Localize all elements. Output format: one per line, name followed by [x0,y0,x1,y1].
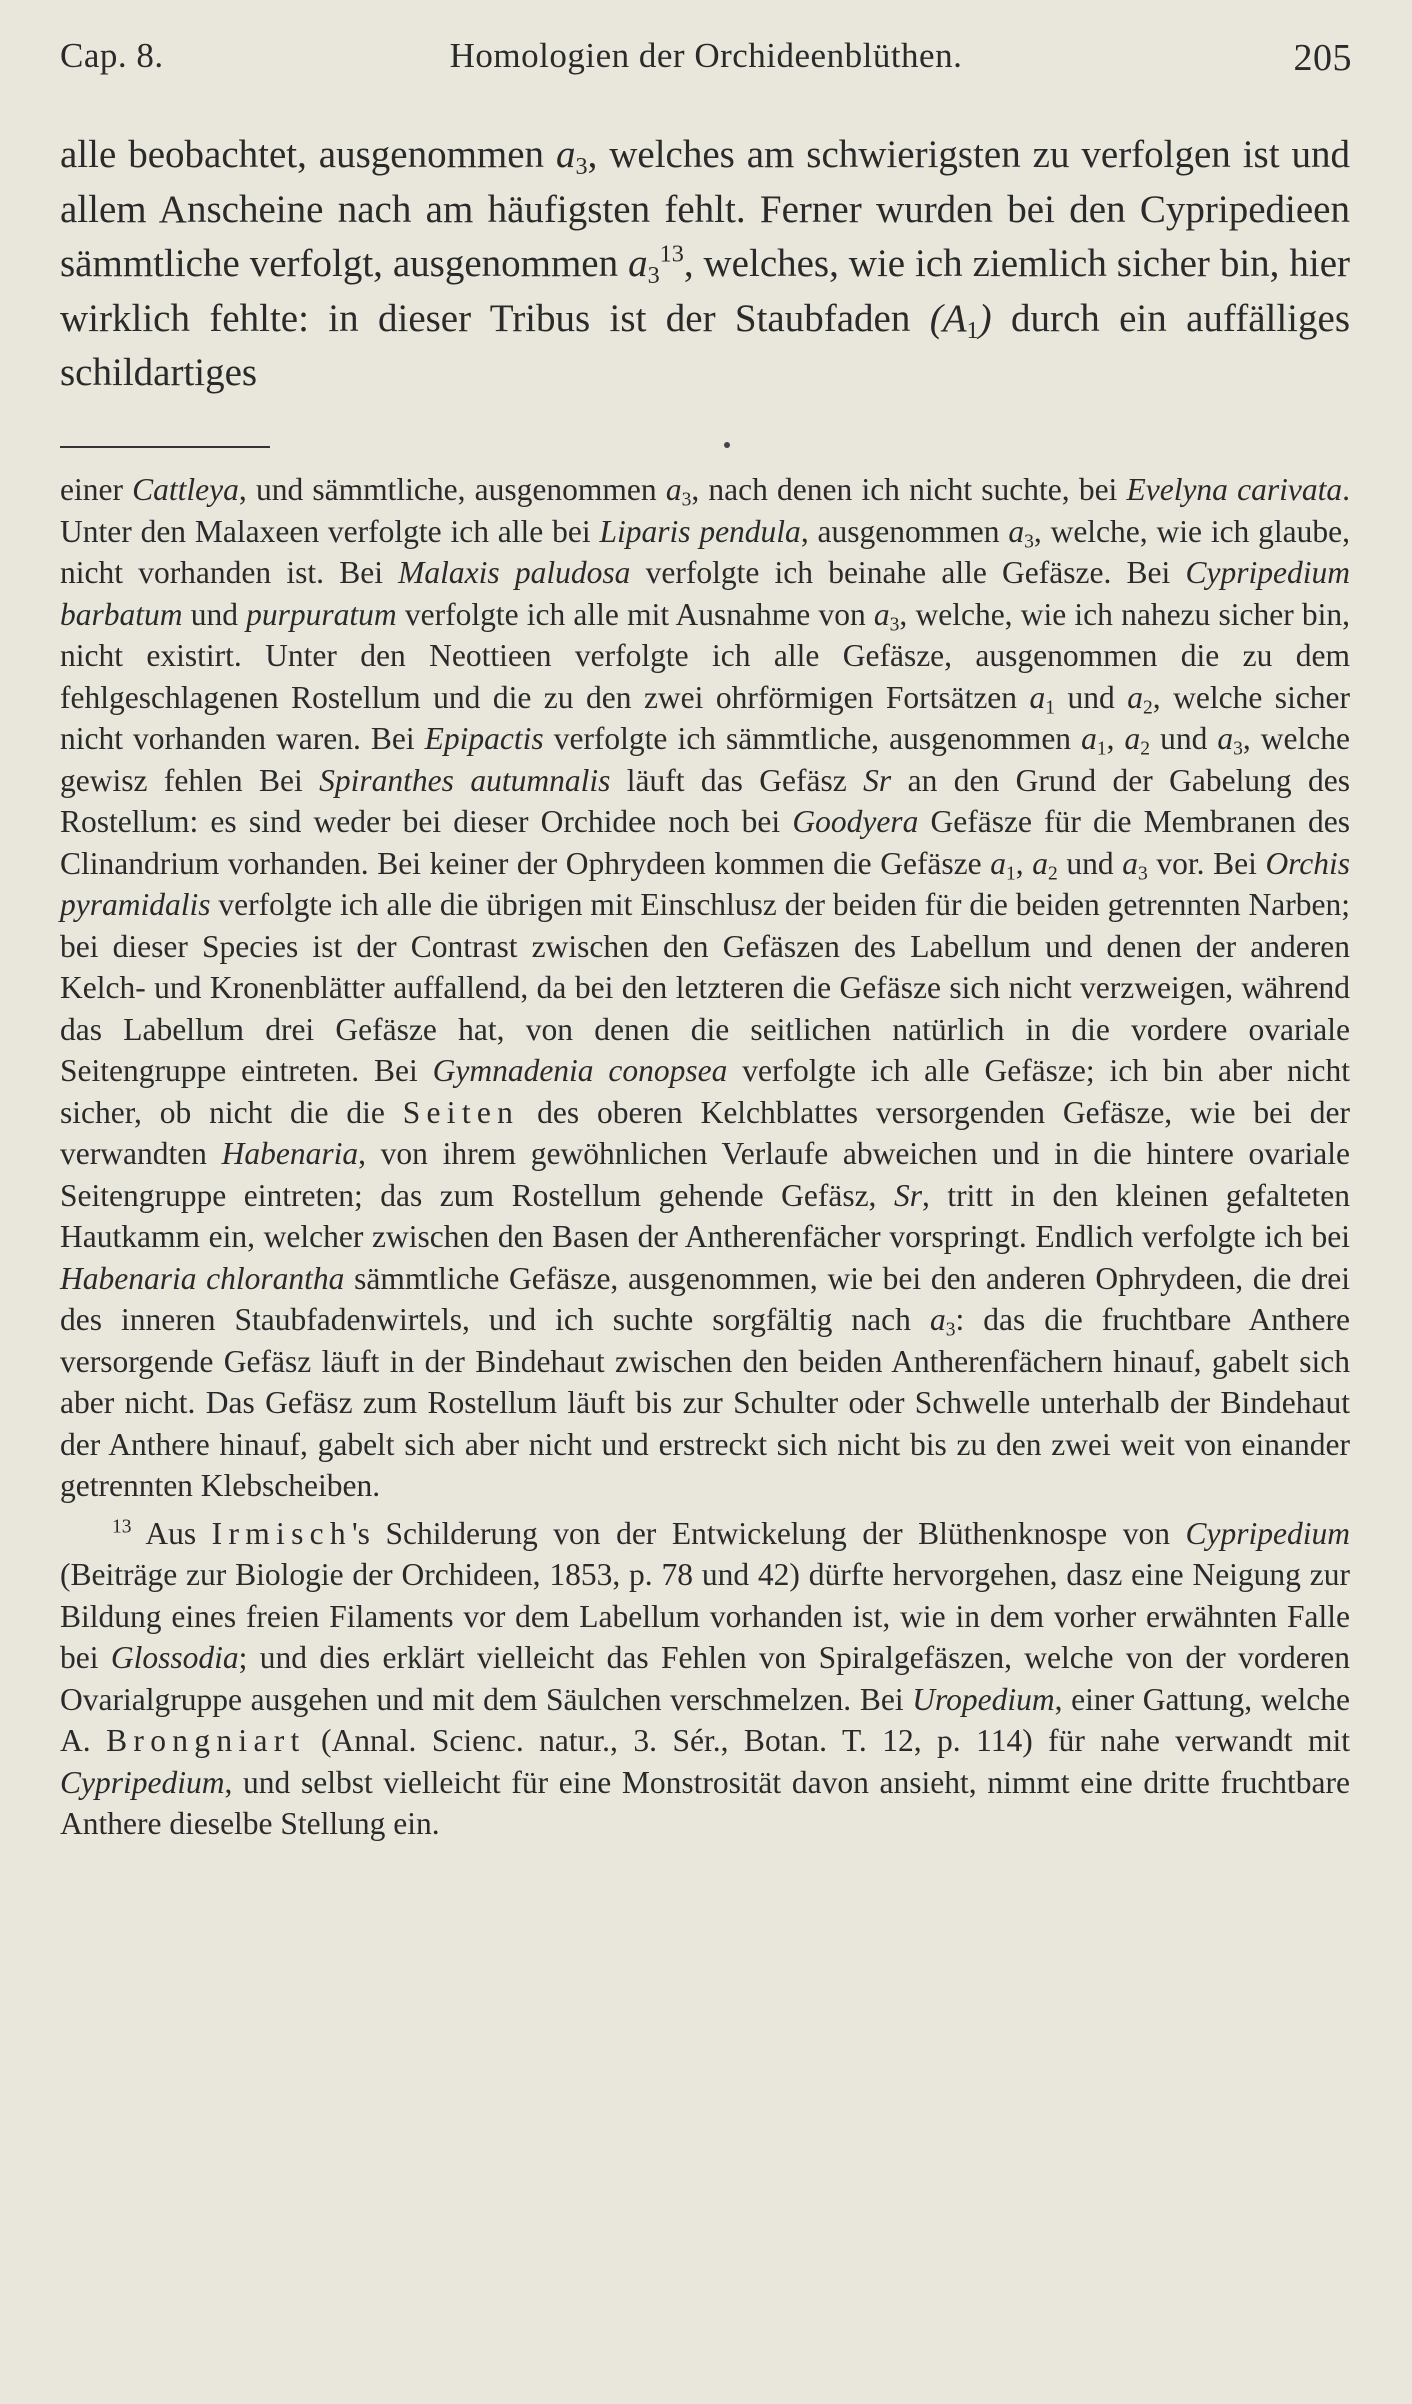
main-text [60,128,1350,401]
footnote-area [60,469,1350,1845]
footnote-separator [60,442,1350,452]
footnote-ref-13: 13 [659,240,684,268]
footnote-13: $^{13}$ Aus Irmisch's Schilderung von der Entwickelung der Blüthenknospe von Cypripedium (Beiträge zur Biologie der Orchideen, 1853, p. 78 und 42) dürfte hervorgehen, dasz eine Neigung zur Bildung eines freien Filaments vor dem Labellum vorhanden ist, wie in dem vorher erwähnten Falle bei Glossodia; und dies erklärt vielleicht das Fehlen von Spiralgefäszen, welche von der vorderen Ovarialgruppe ausgehen und mit dem Säulchen verschmelzen. Bei Uropedium, einer Gattung, welche A. Brongniart (Annal. Scienc. natur., 3. Sér., Botan. T. 12, p. 114) für nahe verwandt mit Cypripedium, und selbst vielleicht für eine Monstrosität davon ansieht, nimmt eine dritte fruchtbare Anthere dieselbe Stellung ein. [60,1515,1351,1841]
chapter-label: Cap. 8. [60,36,164,75]
ink-speck [724,442,730,448]
page-number: 205 [1293,37,1352,79]
running-title: Homologien der Orchideenblüthen. [449,36,963,75]
footnote-continued: einer Cattleya, und sämmtliche, ausgenommen $a_3$, nach denen ich nicht suchte, bei Evelyna carivata. Unter den Malaxeen verfolgte ich alle bei Liparis pendula, ausgenommen $a_3$, welche, wie ich glaube, nicht vorhanden ist. Bei Malaxis paludosa verfolgte ich beinahe alle Gefäsze. Bei Cypripedium barbatum und purpuratum verfolgte ich alle mit Ausnahme von $a_3$, welche, wie ich nahezu sicher bin, nicht existirt. Unter den Neottieen verfolgte ich alle Gefäsze, ausgenommen die zu dem fehlgeschlagenen Rostellum und die zu den zwei ohrförmigen Fortsätzen $a_1$ und $a_2$, welche sicher nicht vorhanden waren. Bei Epipactis verfolgte ich sämmtliche, ausgenommen $a_1$, $a_2$ und $a_3$, welche gewisz fehlen Bei Spiranthes autumnalis läuft das Gefäsz Sr an den Grund der Gabelung des Rostellum: es sind weder bei dieser Orchidee noch bei Goodyera Gefäsze für die Membranen des Clinandrium vorhanden. Bei keiner der Ophrydeen kommen die Gefäsze $a_1$, $a_2$ und $a_3$ vor. Bei Orchis pyramidalis verfolgte ich alle die übrigen mit Einschlusz der beiden für die beiden getrennten Narben; bei dieser Species ist der Contrast zwischen den Gefäszen des Labellum und denen der anderen Kelch- und Kronenblätter auffallend, da bei den letzteren die Gefäsze sich nicht verzweigen, während das Labellum drei Gefäsze hat, von denen die seitlichen natürlich in die vordere ovariale Seitengruppe eintreten. Bei Gymnadenia conopsea verfolgte ich alle Gefäsze; ich bin aber nicht sicher, ob nicht die die Seiten des oberen Kelchblattes versorgenden Gefäsze, wie bei der verwandten Habenaria, von ihrem gewöhnlichen Verlaufe abweichen und in die hintere ovariale Seitengruppe eintreten; das zum Rostellum gehende Gefäsz, Sr, tritt in den kleinen gefalteten Hautkamm ein, welcher zwischen den Basen der Antherenfächer vorspringt. Endlich verfolgte ich bei Habenaria chlorantha sämmtliche Gefäsze, ausgenommen, wie bei den anderen Ophrydeen, die drei des inneren Staubfadenwirtels, und ich suchte sorgfältig nach $a_3$: das die fruchtbare Anthere versorgende Gefäsz läuft in der Bindehaut zwischen den beiden Antherenfächern hinauf, gabelt sich aber nicht. Das Gefäsz zum Rostellum läuft bis zur Schulter oder Schwelle unterhalb der Bindehaut der Anthere hinauf, gabelt sich aber nicht und erstreckt sich nicht bis zu den zwei weit von einander getrennten Klebscheiben. [60,472,1351,1503]
footnote-marker-13: 13 [112,1515,132,1537]
running-header [60,36,1352,96]
main-paragraph: alle beobachtet, ausgenommen $a_3$, welches am schwierigsten zu verfolgen ist und allem Anscheine nach am häufigsten fehlt. Ferner wurden bei den Cypripedieen sämmtliche verfolgt, ausgenommen $a_3^{13}$, welches, wie ich ziemlich sicher bin, hier wirklich fehlte: in dieser Tribus ist der Staubfaden $(A_1)$ durch ein auffälliges schildartiges [60,133,1350,395]
separator-rule [60,446,270,448]
